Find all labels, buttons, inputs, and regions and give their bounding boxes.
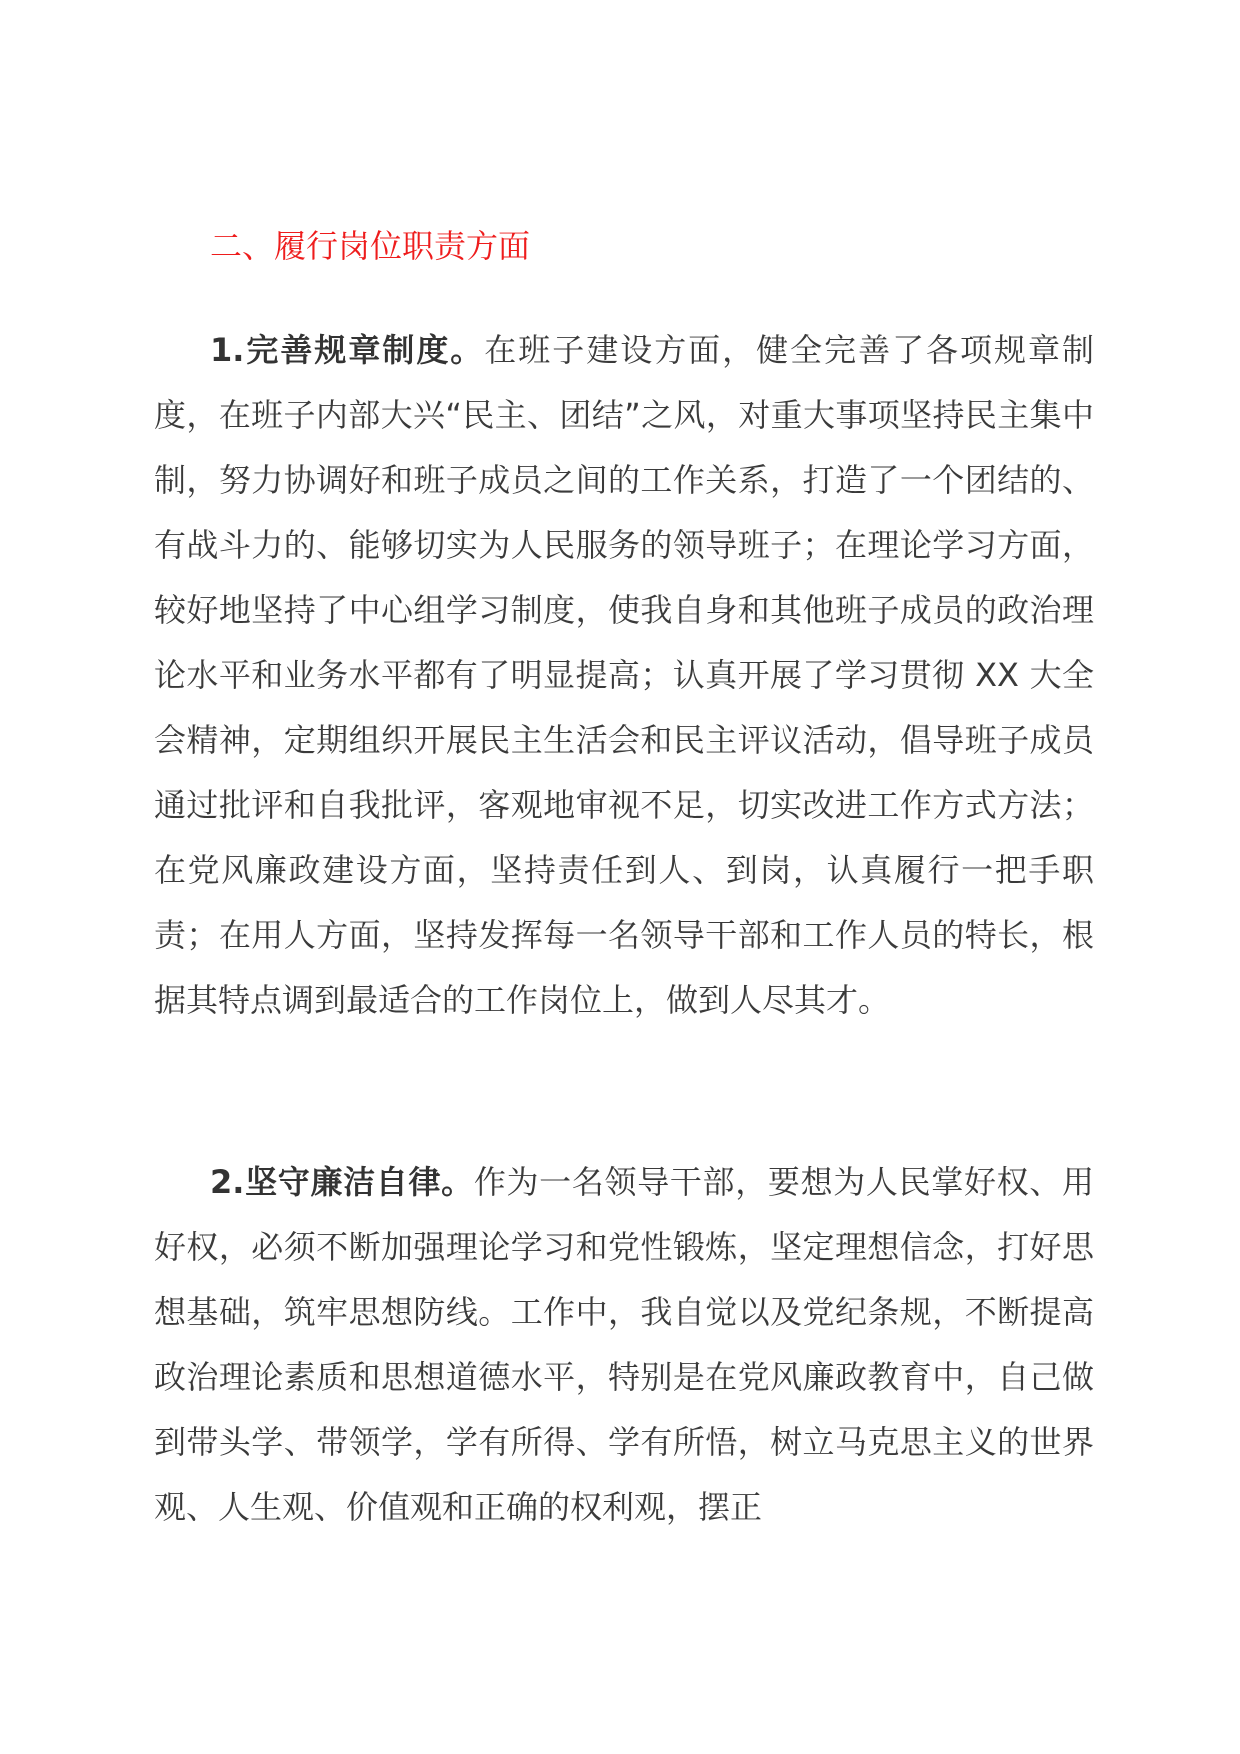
paragraph-2: [154, 1150, 1094, 1540]
paragraph-2-lead: 2.坚守廉洁自律。: [210, 1163, 474, 1201]
paragraph-1-body: 在班子建设方面，健全完善了各项规章制度，在班子内部大兴“民主、团结”之风，对重大事项坚持民主集中制，努力协调好和班子成员之间的工作关系，打造了一个团结的、有战斗力的、能够切实为人民服务的领导班子；在理论学习方面，较好地坚持了中心组学习制度，使我自身和其他班子成员的政治理论水平和业务水平都有了明显提高；认真开展了学习贯彻 XX 大全会精神，定期组织开展民主生活会和民主评议活动，倡导班子成员通过批评和自我批评，客观地审视不足，切实改进工作方式方法；在党风廉政建设方面，坚持责任到人、到岗，认真履行一把手职责；在用人方面，坚持发挥每一名领导干部和工作人员的特长，根据其特点调到最适合的工作岗位上，做到人尽其才。: [154, 331, 1094, 1019]
paragraph-2-body: 作为一名领导干部，要想为人民掌好权、用好权，必须不断加强理论学习和党性锻炼，坚定理想信念，打好思想基础，筑牢思想防线。工作中，我自觉以及党纪条规，不断提高政治理论素质和思想道德水平，特别是在党风廉政教育中，自己做到带头学、带领学，学有所得、学有所悟，树立马克思主义的世界观、人生观、价值观和正确的权利观，摆正: [154, 1163, 1094, 1526]
paragraph-1-lead: 1.完善规章制度。: [210, 331, 485, 369]
section-heading: 二、履行岗位职责方面: [210, 227, 531, 265]
paragraph-1: [154, 318, 1094, 1033]
